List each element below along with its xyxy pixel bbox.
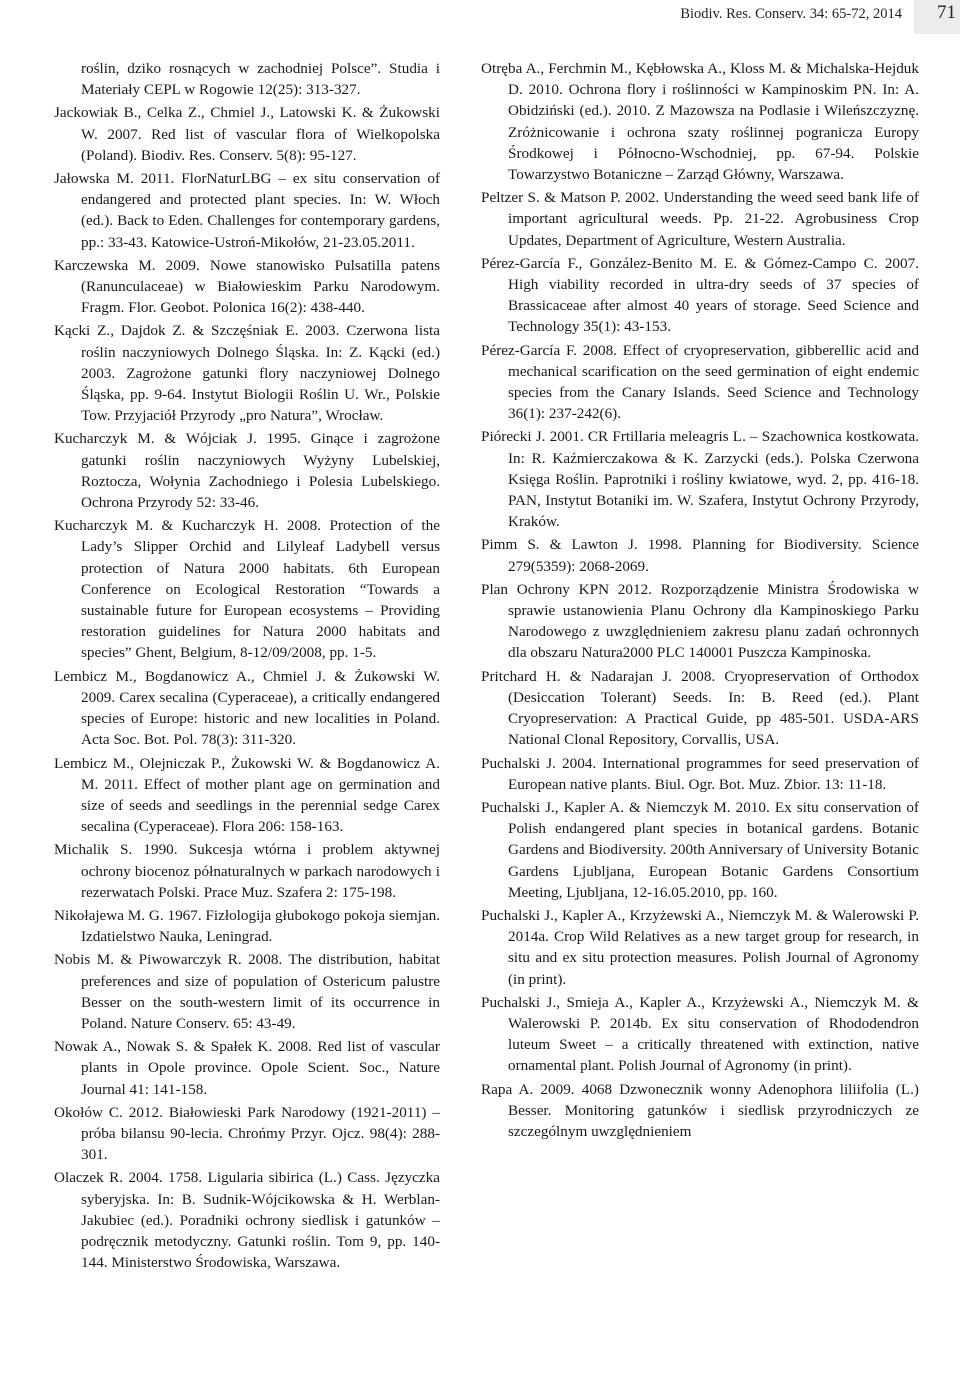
reference: Plan Ochrony KPN 2012. Rozporządzenie Ministra Środowiska w sprawie ustanowienia Planu Ochrony dla Kampinoskiego Parku Narodowego z uwzględnieniem zakresu planu zadań ochronnych dla obszaru Natura2000 PLC 140001 Puszcza Kampinoska. xyxy=(481,580,919,662)
reference: Nowak A., Nowak S. & Spałek K. 2008. Red list of vascular plants in Opole province. Opole Scient. Soc., Nature Journal 41: 141-158. xyxy=(54,1038,440,1098)
reference: Pérez-García F. 2008. Effect of cryopreservation, gibberellic acid and mechanical scarification on the seed germination of eight endemic species from the Canary Islands. Seed Science and Technology 36(1): 237-242(6). xyxy=(481,341,919,423)
reference: Otręba A., Ferchmin M., Kębłowska A., Kloss M. & Michalska-Hejduk D. 2010. Ochrona flory i roślinności w Kampinoskim PN. In: A. Obidziński (ed.). 2010. Z Mazowsza na Podlasie i Wileńszczyznę. Zróżnicowanie i ochrona szaty roślinnej pogranicza Europy Środkowej i Północno-Wschodniej, pp. 67-94. Polskie Towarzystwo Botaniczne – Zarząd Główny, Warszawa. xyxy=(481,60,919,184)
reference: Pritchard H. & Nadarajan J. 2008. Cryopreservation of Orthodox (Desiccation Tolerant) Seeds. In: B. Reed (ed.). Plant Cryopreservation: A Practical Guide, pp 485-501. USDA-ARS National Clonal Repository, Corvallis, USA. xyxy=(481,667,919,749)
reference: Nobis M. & Piwowarczyk R. 2008. The distribution, habitat preferences and size of population of Ostericum palustre Besser on the south-western limit of its occurrence in Poland. Nature Conserv. 65: 43-49. xyxy=(54,951,440,1032)
reference: Kucharczyk M. & Kucharczyk H. 2008. Protection of the Lady’s Slipper Orchid and Lilyleaf Ladybell versus protection of Natura 2000 habitats. 6th European Conference on Ecological Restoration “Towards a sustainable future for European ecosystems – Providing restoration guidelines for Natura 2000 habitats and species” Ghent, Belgium, 8-12/09/2008, pp. 1-5. xyxy=(54,517,440,662)
reference: Lembicz M., Bogdanowicz A., Chmiel J. & Żukowski W. 2009. Carex secalina (Cyperaceae), a critically endangered species of Europe: historic and new localities in Poland. Acta Soc. Bot. Pol. 78(3): 311-320. xyxy=(54,667,440,749)
reference: Kącki Z., Dajdok Z. & Szczęśniak E. 2003. Czerwona lista roślin naczyniowych Dolnego Śląska. In: Z. Kącki (ed.) 2003. Zagrożone gatunki flory naczyniowej Dolnego Śląska, pp. 9-64. Instytut Biologii Roślin U. Wr., Polskie Tow. Przyjaciół Przyrody „pro Natura”, Wrocław. xyxy=(54,322,440,425)
left-column xyxy=(54,58,440,1275)
reference: roślin, dziko rosnących w zachodniej Polsce”. Studia i Materiały CEPL w Rogowie 12(25): 313-327. xyxy=(81,60,440,99)
reference: Puchalski J. 2004. International programmes for seed preservation of European native plants. Biul. Ogr. Bot. Muz. Zbior. 13: 11-18. xyxy=(481,754,919,793)
reference: Okołów C. 2012. Białowieski Park Narodowy (1921-2011) – próba bilansu 90-lecia. Chrońmy Przyr. Ojcz. 98(4): 288-301. xyxy=(54,1103,440,1164)
right-column xyxy=(481,58,919,1144)
reference: Puchalski J., Kapler A. & Niemczyk M. 2010. Ex situ conservation of Polish endangered plant species in botanical gardens. Botanic Gardens and Biodiversity. 200th Anniversary of University Botanic Gardens Ljubljana, European Botanic Gardens Consortium Meeting, Ljubljana, 12-16.05.2010, pp. 160. xyxy=(481,798,919,901)
journal-citation: Biodiv. Res. Conserv. 34: 65-72, 2014 xyxy=(680,6,902,22)
reference: Puchalski J., Kapler A., Krzyżewski A., Niemczyk M. & Walerowski P. 2014a. Crop Wild Relatives as a new target group for research, in situ and ex situ protection measures. Polish Journal of Agronomy (in print). xyxy=(481,906,919,988)
reference: Lembicz M., Olejniczak P., Żukowski W. & Bogdanowicz A. M. 2011. Effect of mother plant age on germination and size of seeds and seedlings in the perennial sedge Carex secalina (Cyperaceae). Flora 206: 158-163. xyxy=(54,754,440,836)
page-number: 71 xyxy=(937,2,956,23)
reference: Pimm S. & Lawton J. 1998. Planning for Biodiversity. Science 279(5359): 2068-2069. xyxy=(481,536,919,575)
reference: Rapa A. 2009. 4068 Dzwonecznik wonny Adenophora liliifolia (L.) Besser. Monitoring gatunków i siedlisk przyrodniczych ze szczególnym uwzględnieniem xyxy=(481,1080,919,1140)
reference: Michalik S. 1990. Sukcesja wtórna i problem aktywnej ochrony biocenoz półnaturalnych w parkach narodowych i rezerwatach Polski. Prace Muz. Szafera 2: 175-198. xyxy=(54,841,440,901)
reference: Karczewska M. 2009. Nowe stanowisko Pulsatilla patens (Ranunculaceae) w Białowieskim Parku Narodowym. Fragm. Flor. Geobot. Polonica 16(2): 438-440. xyxy=(54,256,440,317)
page-number-box xyxy=(914,0,960,34)
reference: Kucharczyk M. & Wójciak J. 1995. Ginące i zagrożone gatunki roślin naczyniowych Wyżyny Lubelskiej, Roztocza, Wołynia Zachodniego i Polesia Lubelskiego. Ochrona Przyrody 52: 33-46. xyxy=(54,430,440,512)
reference: Jałowska M. 2011. FlorNaturLBG – ex situ conservation of endangered and protected plant species. In: W. Włoch (ed.). Back to Eden. Challenges for contemporary gardens, pp.: 33-43. Katowice-Ustroń-Mikołów, 21-23.05.2011. xyxy=(54,170,440,251)
reference: Peltzer S. & Matson P. 2002. Understanding the weed seed bank life of important agricultural weeds. Pp. 21-22. Agrobusiness Crop Updates, Department of Agriculture, Western Australia. xyxy=(481,189,919,249)
reference: Pérez-García F., González-Benito M. E. & Gómez-Campo C. 2007. High viability recorded in ultra-dry seeds of 37 species of Brassicaceae after almost 40 years of storage. Seed Science and Technology 35(1): 43-153. xyxy=(481,254,919,336)
reference: Puchalski J., Smieja A., Kapler A., Krzyżewski A., Niemczyk M. & Walerowski P. 2014b. Ex situ conservation of Rhododendron luteum Sweet – a critically threatened with extinction, native ornamental plant. Polish Journal of Agronomy (in print). xyxy=(481,993,919,1075)
reference: Piórecki J. 2001. CR Frtillaria meleagris L. – Szachownica kostkowata. In: R. Kaźmierczakowa & K. Zarzycki (eds.). Polska Czerwona Księga Roślin. Paprotniki i rośliny kwiatowe, wyd. 2, pp. 416-18. PAN, Instytut Botaniki im. W. Szafera, Instytut Ochrony Przyrody, Kraków. xyxy=(481,428,919,531)
reference: Jackowiak B., Celka Z., Chmiel J., Latowski K. & Żukowski W. 2007. Red list of vascular flora of Wielkopolska (Poland). Biodiv. Res. Conserv. 5(8): 95-127. xyxy=(54,104,440,164)
page-header xyxy=(0,0,960,34)
reference: Olaczek R. 2004. 1758. Ligularia sibirica (L.) Cass. Języczka syberyjska. In: B. Sudnik-Wójcikowska & H. Werblan-Jakubiec (ed.). Poradniki ochrony siedlisk i gatunków – podręcznik metodyczny. Gatunki roślin. Tom 9, pp. 140-144. Ministerstwo Środowiska, Warszawa. xyxy=(54,1169,440,1272)
reference: Nikołajewa M. G. 1967. Fizłologija głubokogo pokoja siemjan. Izdatielstwo Nauka, Leningrad. xyxy=(54,906,440,946)
